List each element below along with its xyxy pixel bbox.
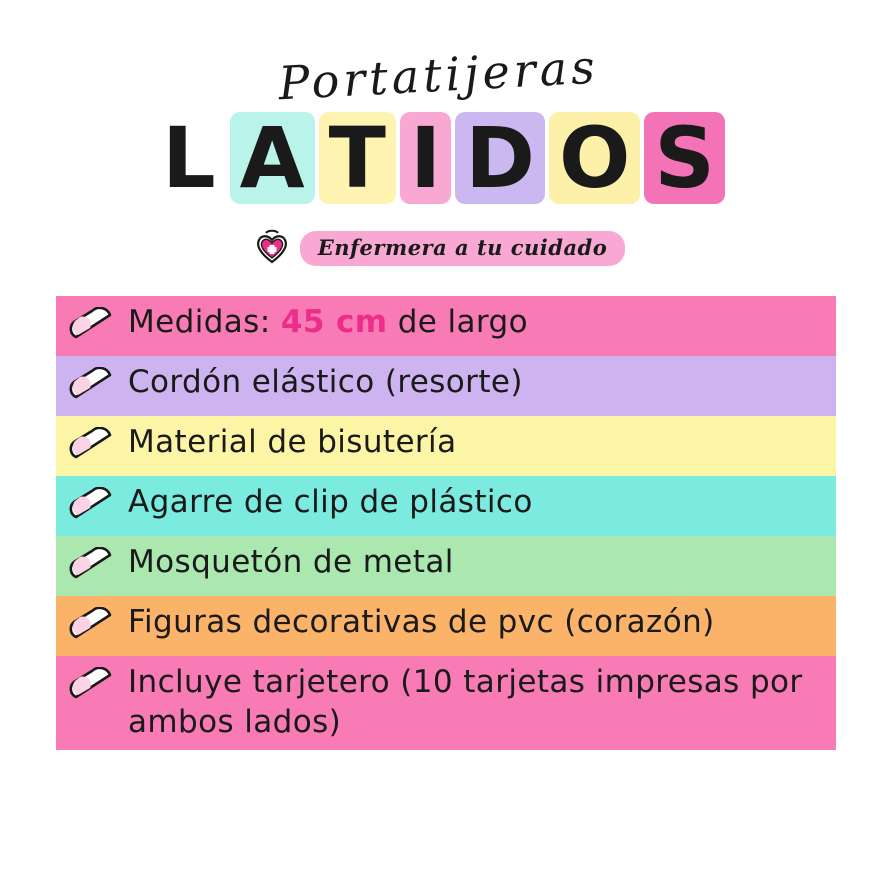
- feature-text: Incluye tarjetero (10 tarjetas impresas por ambos lados): [128, 664, 803, 740]
- feature-row: [0, 416, 877, 476]
- heart-nurse-logo-icon: [252, 228, 292, 268]
- feature-row: [0, 596, 877, 656]
- tagline-text: Enfermera a tu cuidado: [317, 234, 608, 260]
- feature-text: Mosquetón de metal: [128, 544, 454, 580]
- capsule-bullet-icon: [56, 302, 128, 348]
- feature-row: [0, 656, 877, 750]
- brand-letter: A: [230, 112, 315, 204]
- feature-row: [0, 476, 877, 536]
- brand-letter: S: [644, 112, 725, 204]
- capsule-bullet-icon: [56, 422, 128, 468]
- feature-text: Material de bisutería: [128, 424, 457, 460]
- capsule-bullet-icon: [56, 662, 128, 708]
- header: [0, 0, 877, 290]
- tagline-pill: [300, 231, 626, 266]
- feature-row: [0, 356, 877, 416]
- brand-title: [0, 109, 877, 207]
- brand-letter: T: [319, 112, 396, 204]
- script-title-text: Portatijeras: [277, 39, 600, 111]
- feature-text: Cordón elástico (resorte): [128, 364, 523, 400]
- feature-text: Agarre de clip de plástico: [128, 484, 533, 520]
- capsule-bullet-icon: [56, 602, 128, 648]
- brand-letter: L: [162, 109, 216, 207]
- capsule-bullet-icon: [56, 482, 128, 528]
- feature-text: Figuras decorativas de pvc (corazón): [128, 604, 715, 640]
- feature-text-prefix: Medidas:: [128, 304, 281, 340]
- feature-row: [0, 536, 877, 596]
- feature-text-accent: 45 cm: [280, 304, 388, 340]
- capsule-bullet-icon: [56, 542, 128, 588]
- feature-row: [0, 296, 877, 356]
- features-list: [0, 296, 877, 750]
- feature-text-suffix: de largo: [387, 304, 528, 340]
- tagline-group: [0, 228, 877, 268]
- capsule-bullet-icon: [56, 362, 128, 408]
- brand-letter: D: [455, 112, 545, 204]
- brand-letter: O: [549, 112, 640, 204]
- feature-text: [128, 302, 548, 343]
- brand-letter: I: [400, 112, 451, 204]
